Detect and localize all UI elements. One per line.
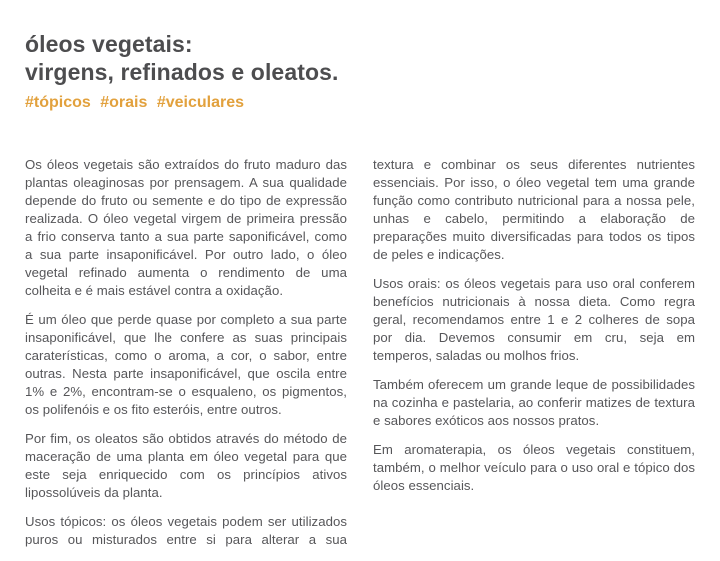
hashtag-topicos: #tópicos [25,94,91,111]
paragraph-aromaterapia: Em aromaterapia, os óleos vegetais constituem, também, o melhor veículo para o uso oral e tópico dos óleos essenciais. [373,442,695,493]
left-column [25,156,347,560]
paragraph-oleatos: Por fim, os oleatos são obtidos através do método de maceração de uma planta em óleo vegetal para que este seja enriquecido com os princípios ativos lipossolúveis da planta. [25,431,347,500]
paragraph-refined-oil: É um óleo que perde quase por completo a sua parte insaponificável, que lhe confere as suas principais caraterísticas, como o aroma, a cor, o sabor, entre outras. Nesta parte insaponificável, que oscila entre 1% e 2%, encontram-se o esqualeno, os pigmentos, os polifenóis e os fito esteróis, entre outros. [25,312,347,417]
header [25,30,695,113]
hashtag-veiculares: #veiculares [156,94,245,111]
hashtag-orais: #orais [100,94,148,111]
right-column [373,156,695,560]
title-line-1: óleos vegetais: [25,31,193,57]
title-line-2: virgens, refinados e oleatos. [25,59,339,85]
hashtags [25,93,695,113]
paragraph-intro: Os óleos vegetais são extraídos do fruto maduro das plantas oleaginosas por prensagem. A sua qualidade depende do fruto ou semente e do tipo de expressão realizada. O óleo vegetal virgem de primeira pressão a frio conserva tanto a sua parte saponificável, como a sua parte insaponificável. Por outro lado, o óleo vegetal refinado aumenta o rendimento de uma colheita e é mais estável contra a oxidação. [25,157,347,298]
paragraph-usos-topicos-continuation: textura e combinar os seus diferentes nutrientes essenciais. Por isso, o óleo vegetal tem uma grande função como contributo nutricional para a nossa pele, unhas e cabelo, permitindo a elaboração de preparações muito diversificadas para todos os tipos de peles e indicações. [373,157,695,262]
paragraph-usos-topicos: Usos tópicos: os óleos vegetais podem ser utilizados puros ou misturados entre si para alterar a sua [25,514,347,547]
article-body [25,156,695,560]
paragraph-cozinha: Também oferecem um grande leque de possibilidades na cozinha e pastelaria, ao conferir matizes de textura e sabores exóticos aos nossos pratos. [373,377,695,428]
page-title [25,30,695,86]
paragraph-usos-orais: Usos orais: os óleos vegetais para uso oral conferem benefícios nutricionais à nossa dieta. Como regra geral, recomendamos entre 1 e 2 colheres de sopa por dia. Devemos consumir em cru, seja em temperos, saladas ou molhos frios. [373,276,695,363]
